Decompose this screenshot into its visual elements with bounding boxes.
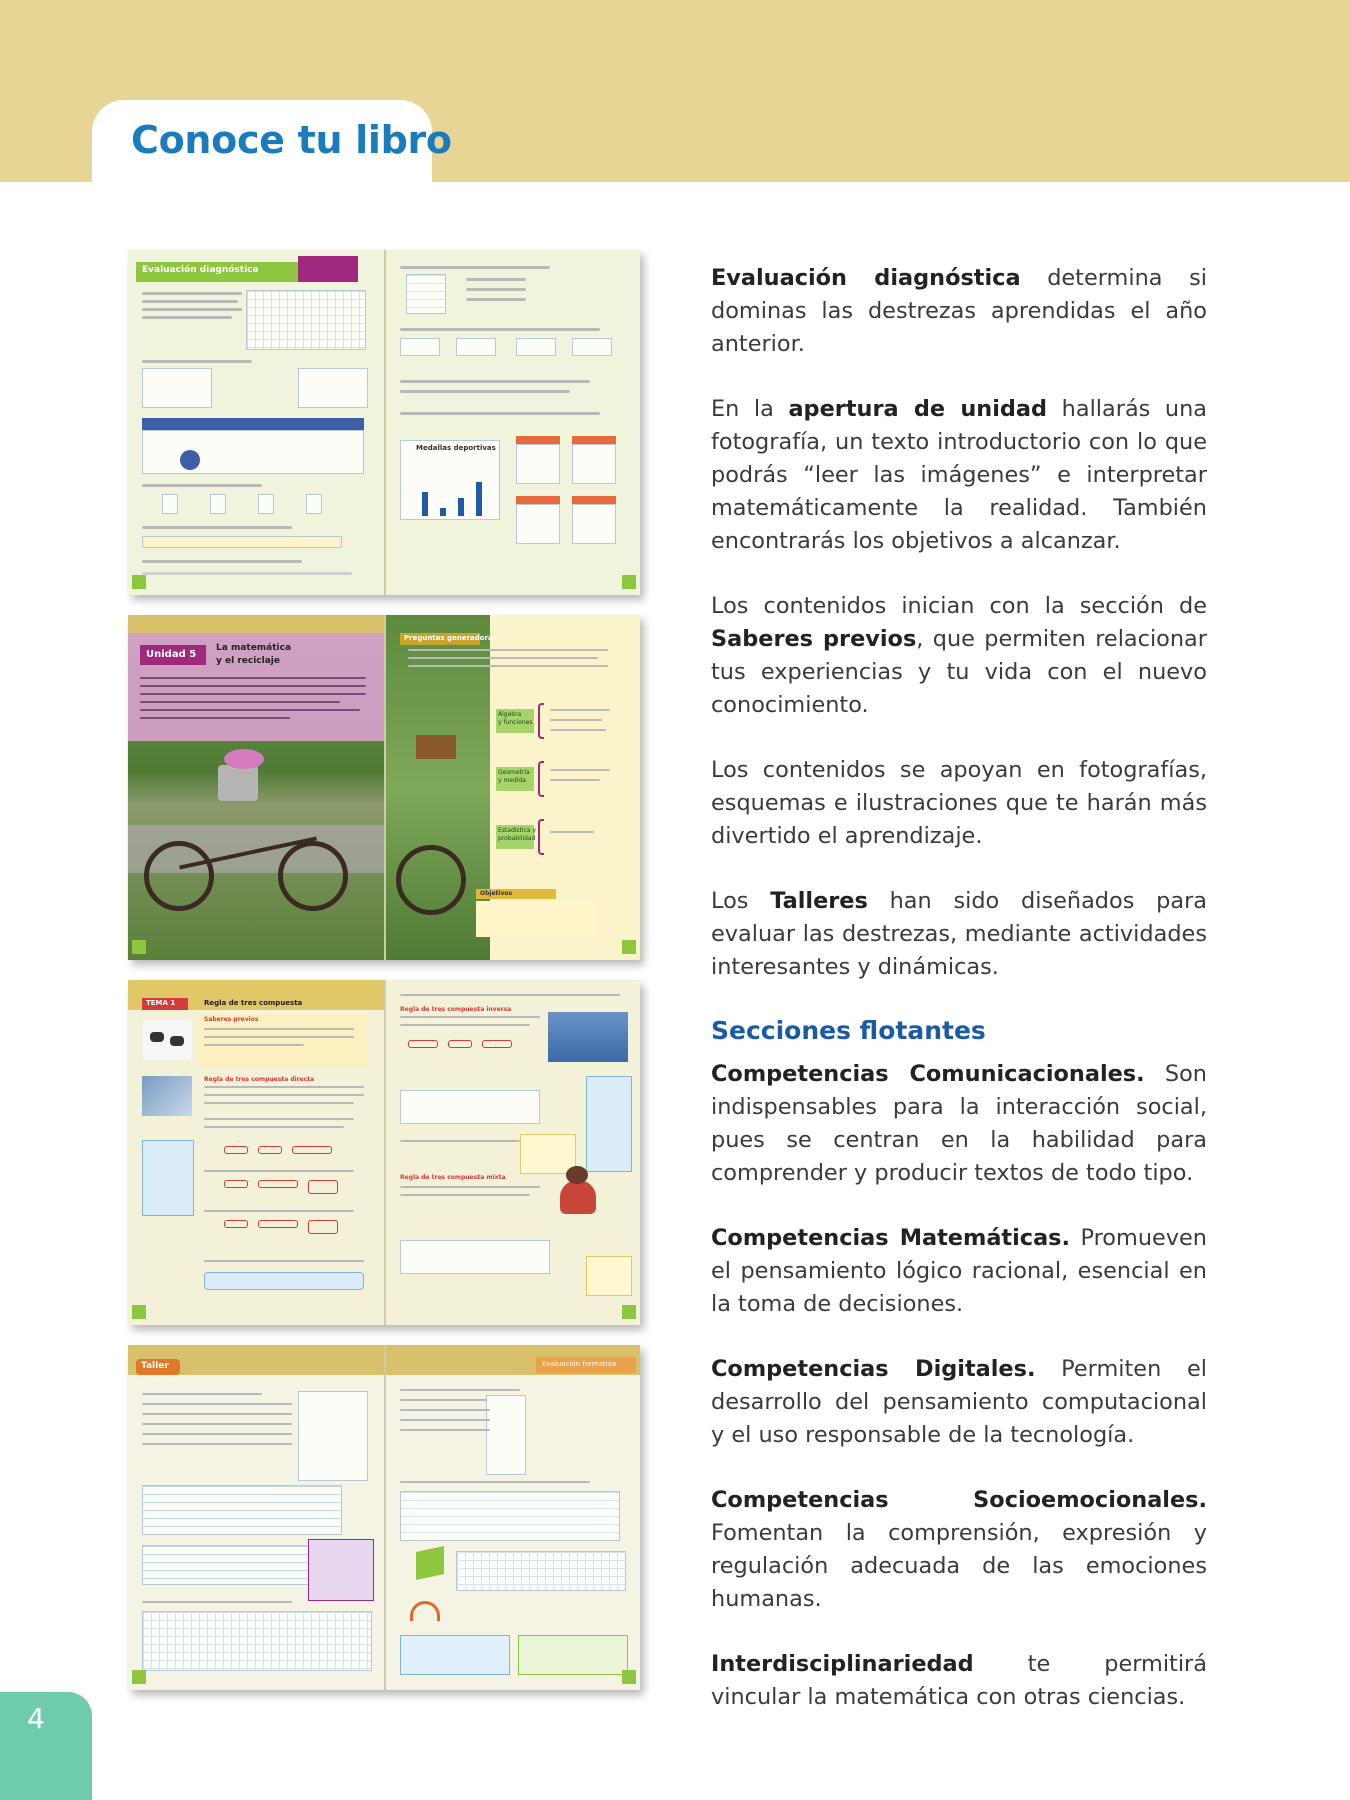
paragraph-matematicas	[711, 1222, 1207, 1321]
description-column	[711, 262, 1207, 1746]
text-line	[140, 677, 366, 679]
number-line	[142, 572, 352, 575]
paragraph-saberes-previos	[711, 590, 1207, 722]
table-header	[516, 436, 560, 444]
page-marker	[132, 1305, 146, 1319]
equation-chip	[308, 1220, 338, 1234]
paragraph-talleres	[711, 885, 1207, 984]
answer-box	[142, 368, 212, 408]
text-line	[550, 779, 600, 781]
data-table	[516, 504, 560, 544]
paragraph-socioemocionales	[711, 1484, 1207, 1616]
page-marker	[132, 940, 146, 954]
paragraph-digitales	[711, 1353, 1207, 1452]
equation-chip	[224, 1180, 248, 1188]
answer-box	[298, 368, 368, 408]
equation-chip	[224, 1220, 248, 1228]
paragraph-evaluacion	[711, 262, 1207, 361]
paragraph-text: determina si dominas las destrezas aprendidas el año anterior.	[711, 265, 1208, 357]
text-line	[142, 1443, 292, 1445]
text-line	[140, 709, 360, 711]
text-line	[466, 278, 526, 281]
text-line	[400, 266, 550, 269]
equation-chip	[292, 1146, 332, 1154]
text-line	[466, 288, 526, 291]
text-line	[140, 693, 366, 695]
text-line	[142, 1403, 292, 1405]
term: Saberes previos	[711, 626, 917, 652]
text-line	[400, 412, 600, 415]
bicycle-wheel	[144, 841, 214, 911]
chart-bar	[476, 482, 482, 516]
text-line	[140, 701, 340, 703]
subsection-label: Regla de tres compuesta mixta	[400, 1174, 506, 1181]
operation-box	[572, 338, 612, 356]
objectives-label: Objetivos	[480, 890, 513, 897]
fraction-box	[306, 494, 322, 514]
operation-box	[516, 338, 556, 356]
cow	[150, 1032, 164, 1042]
book-spreads	[128, 250, 640, 1710]
text-line	[204, 1126, 344, 1128]
equation-chip	[408, 1040, 438, 1048]
text-line	[550, 719, 602, 721]
tema-title: Regla de tres compuesta	[204, 999, 303, 1007]
paragraph-text: Fomentan la comprensión, expresión y regulación adecuada de las emociones humanas.	[711, 1520, 1207, 1612]
paragraph-text: Los	[711, 888, 771, 914]
bracket	[538, 703, 544, 739]
text-line	[400, 1194, 530, 1196]
grid-box	[406, 274, 446, 314]
paragraph-text: Permiten el desarrollo del pensamiento computacional y el uso responsable de la tecnología.	[711, 1356, 1207, 1448]
taller-label: Taller	[141, 1361, 169, 1371]
text-line	[400, 1389, 520, 1391]
term: apertura de unidad	[788, 396, 1048, 422]
answer-box	[486, 1395, 526, 1475]
term: Talleres	[770, 888, 868, 914]
text-line	[204, 1118, 354, 1120]
text-line	[400, 1429, 490, 1431]
unit-title-line-1: La matemática	[216, 643, 292, 653]
tema-badge: TEMA 1	[146, 999, 176, 1007]
bracket	[538, 761, 544, 797]
text-line	[408, 657, 598, 659]
text-line	[142, 360, 252, 363]
text-line	[466, 298, 526, 301]
fraction-box	[162, 494, 178, 514]
bicycle-wheel	[278, 841, 348, 911]
term: Interdisciplinariedad	[711, 1651, 974, 1677]
cows-illustration	[142, 1020, 192, 1060]
spread-left-page	[128, 980, 384, 1325]
spread-apertura-unidad	[128, 615, 640, 960]
subsection-label: Saberes previos	[204, 1016, 259, 1023]
grid-box	[142, 1611, 372, 1671]
text-line	[204, 1044, 304, 1046]
spread-left-page	[128, 615, 384, 960]
table-header	[572, 436, 616, 444]
term: Evaluación diagnóstica	[711, 265, 1021, 291]
section-heading: Secciones flotantes	[711, 1016, 986, 1045]
grid-box	[246, 290, 366, 350]
table	[142, 1485, 342, 1535]
paragraph-text: Los contenidos inician con la sección de	[711, 593, 1207, 619]
text-line	[400, 390, 570, 393]
text-line	[400, 994, 620, 996]
text-line	[204, 1102, 354, 1104]
spread-left-page	[128, 250, 384, 595]
data-table	[572, 504, 616, 544]
text-line	[400, 328, 600, 331]
text-line	[142, 560, 302, 563]
data-table	[572, 444, 616, 484]
text-line	[204, 1028, 354, 1030]
text-line	[204, 1036, 354, 1038]
bar-chart	[400, 440, 500, 520]
term: Competencias Comunicacionales.	[711, 1061, 1145, 1087]
text-line	[400, 1481, 590, 1483]
text-line	[400, 1399, 490, 1401]
text-line	[140, 685, 366, 687]
text-line	[400, 1409, 490, 1411]
note-box	[204, 1272, 364, 1290]
term: Competencias Socioemocionales.	[711, 1487, 1207, 1513]
spread-tema-contenido	[128, 980, 640, 1325]
page-marker	[132, 575, 146, 589]
text-line	[142, 526, 292, 529]
circle-figure	[180, 450, 200, 470]
illustration-head	[566, 1166, 588, 1184]
operation-box	[456, 338, 496, 356]
operation-box	[400, 338, 440, 356]
text-line	[142, 308, 242, 311]
text-line	[142, 1423, 292, 1425]
tip-box	[586, 1256, 632, 1296]
paragraph-contenidos	[711, 754, 1207, 853]
equation-chip	[308, 1180, 338, 1194]
paragraph-text: te permitirá vincular la matemática con otras ciencias.	[711, 1651, 1207, 1710]
tab-label	[298, 256, 358, 282]
subsection-label: Regla de tres compuesta inversa	[400, 1006, 512, 1013]
seamstress-illustration	[560, 1180, 596, 1214]
text-line	[408, 649, 608, 651]
term: Competencias Digitales.	[711, 1356, 1036, 1382]
table	[400, 1240, 550, 1274]
table-header	[572, 496, 616, 504]
paragraph-text: hallarás una fotografía, un texto introductorio con lo que podrás “leer las imágenes” e interpretar matemáticamente la realidad. También encontrarás los objetivos a alcanzar.	[711, 396, 1208, 554]
text-line	[400, 1186, 540, 1188]
fraction-box	[258, 494, 274, 514]
page-marker	[622, 1670, 636, 1684]
paragraph-text: Son indispensables para la interacción social, pues se centran en la habilidad para comprender y producir textos de todo tipo.	[711, 1061, 1207, 1186]
top-strip	[128, 615, 384, 633]
chart-bar	[440, 508, 446, 516]
text-line	[550, 729, 606, 731]
text-line	[142, 1601, 292, 1603]
cow	[170, 1036, 184, 1046]
page-title: Conoce tu libro	[131, 118, 452, 162]
text-line	[204, 1170, 354, 1172]
tarea-box	[400, 1635, 510, 1675]
topic-label: Álgebra y funciones	[498, 711, 533, 726]
term: Competencias Matemáticas.	[711, 1225, 1071, 1251]
table-body	[142, 430, 364, 474]
page-number: 4	[27, 1702, 45, 1735]
spread-left-page	[128, 1345, 384, 1690]
equation-chip	[258, 1146, 282, 1154]
equation-chip	[258, 1180, 298, 1188]
option-row	[142, 536, 342, 548]
paragraph-interdisciplinariedad	[711, 1648, 1207, 1714]
flowers	[224, 749, 264, 769]
competencias-sidebar	[308, 1539, 374, 1601]
table-header	[516, 496, 560, 504]
text-line	[142, 1393, 262, 1395]
page-marker	[622, 940, 636, 954]
text-line	[550, 831, 594, 833]
text-line	[142, 300, 238, 303]
paragraph-text: Promueven el pensamiento lógico racional, esencial en la toma de decisiones.	[711, 1225, 1207, 1317]
equation-chip	[448, 1040, 472, 1048]
competencias-sidebar	[142, 1140, 194, 1216]
spread-right-page	[384, 250, 640, 595]
chart-bar	[422, 492, 428, 516]
text-line	[142, 292, 242, 295]
chart-bar	[458, 498, 464, 516]
text-line	[400, 380, 590, 383]
table	[400, 1491, 620, 1541]
text-line	[140, 717, 290, 719]
text-line	[400, 1419, 490, 1421]
text-line	[204, 1086, 364, 1088]
fence-photo	[142, 1076, 192, 1116]
text-line	[204, 1210, 354, 1212]
eval-label: Evaluación formativa	[542, 1360, 616, 1368]
unit-title-line-2: y el reciclaje	[216, 656, 280, 666]
page-marker	[622, 1305, 636, 1319]
text-line	[400, 1140, 520, 1142]
paragraph-text: han sido diseñados para evaluar las destrezas, mediante actividades interesantes y dinámicas.	[711, 888, 1208, 980]
paragraph-text: , que permiten relacionar tus experiencias y tu vida con el nuevo conocimiento.	[711, 626, 1207, 718]
objectives-box	[476, 901, 596, 937]
water-bottles-photo	[548, 1012, 628, 1062]
text-line	[550, 769, 610, 771]
table-header	[142, 418, 364, 430]
text-line	[408, 665, 608, 667]
paragraph-text: En la	[711, 396, 789, 422]
text-line	[204, 1094, 364, 1096]
fraction-box	[210, 494, 226, 514]
spread-right-page	[384, 615, 640, 960]
paragraph-comunicacionales	[711, 1058, 1207, 1190]
chart-title: Medallas deportivas	[416, 444, 496, 452]
text-line	[400, 1024, 530, 1026]
bicycle-wheel	[396, 845, 466, 915]
competencias-sidebar	[586, 1076, 632, 1172]
page-marker	[622, 575, 636, 589]
equation-chip	[482, 1040, 512, 1048]
text-line	[142, 316, 232, 319]
text-line	[142, 1413, 292, 1415]
actividad-box	[518, 1635, 628, 1675]
spread-evaluacion-diagnostica	[128, 250, 640, 595]
slide-illustration	[410, 1601, 440, 1621]
spread-right-page	[384, 1345, 640, 1690]
topic-label: Estadística y probabilidad	[498, 827, 537, 842]
text-line	[204, 1260, 364, 1262]
questions-header: Preguntas generadoras	[404, 634, 497, 642]
equation-chip	[258, 1220, 298, 1228]
text-line	[142, 484, 262, 487]
subsection-label: Regla de tres compuesta directa	[204, 1076, 315, 1083]
basket	[416, 735, 456, 759]
flower-bucket	[218, 765, 258, 801]
grid-box	[456, 1551, 626, 1591]
paragraph-text: Los contenidos se apoyan en fotografías, esquemas e ilustraciones que te harán más divertido el aprendizaje.	[711, 757, 1207, 849]
equation-chip	[224, 1146, 248, 1154]
text-line	[550, 709, 610, 711]
spread-taller	[128, 1345, 640, 1690]
paragraph-apertura	[711, 393, 1207, 558]
page-marker	[132, 1670, 146, 1684]
answer-box	[298, 1391, 368, 1481]
text-line	[142, 1433, 292, 1435]
table	[400, 1090, 540, 1124]
bracket	[538, 819, 544, 855]
text-line	[400, 1016, 540, 1018]
data-table	[516, 444, 560, 484]
spread-right-page	[384, 980, 640, 1325]
unit-badge: Unidad 5	[146, 649, 197, 660]
section-header-text: Evaluación diagnóstica	[142, 265, 259, 275]
tip-box	[520, 1134, 576, 1174]
topic-label: Geometría y medida	[498, 769, 530, 784]
cube-figure	[416, 1546, 444, 1580]
